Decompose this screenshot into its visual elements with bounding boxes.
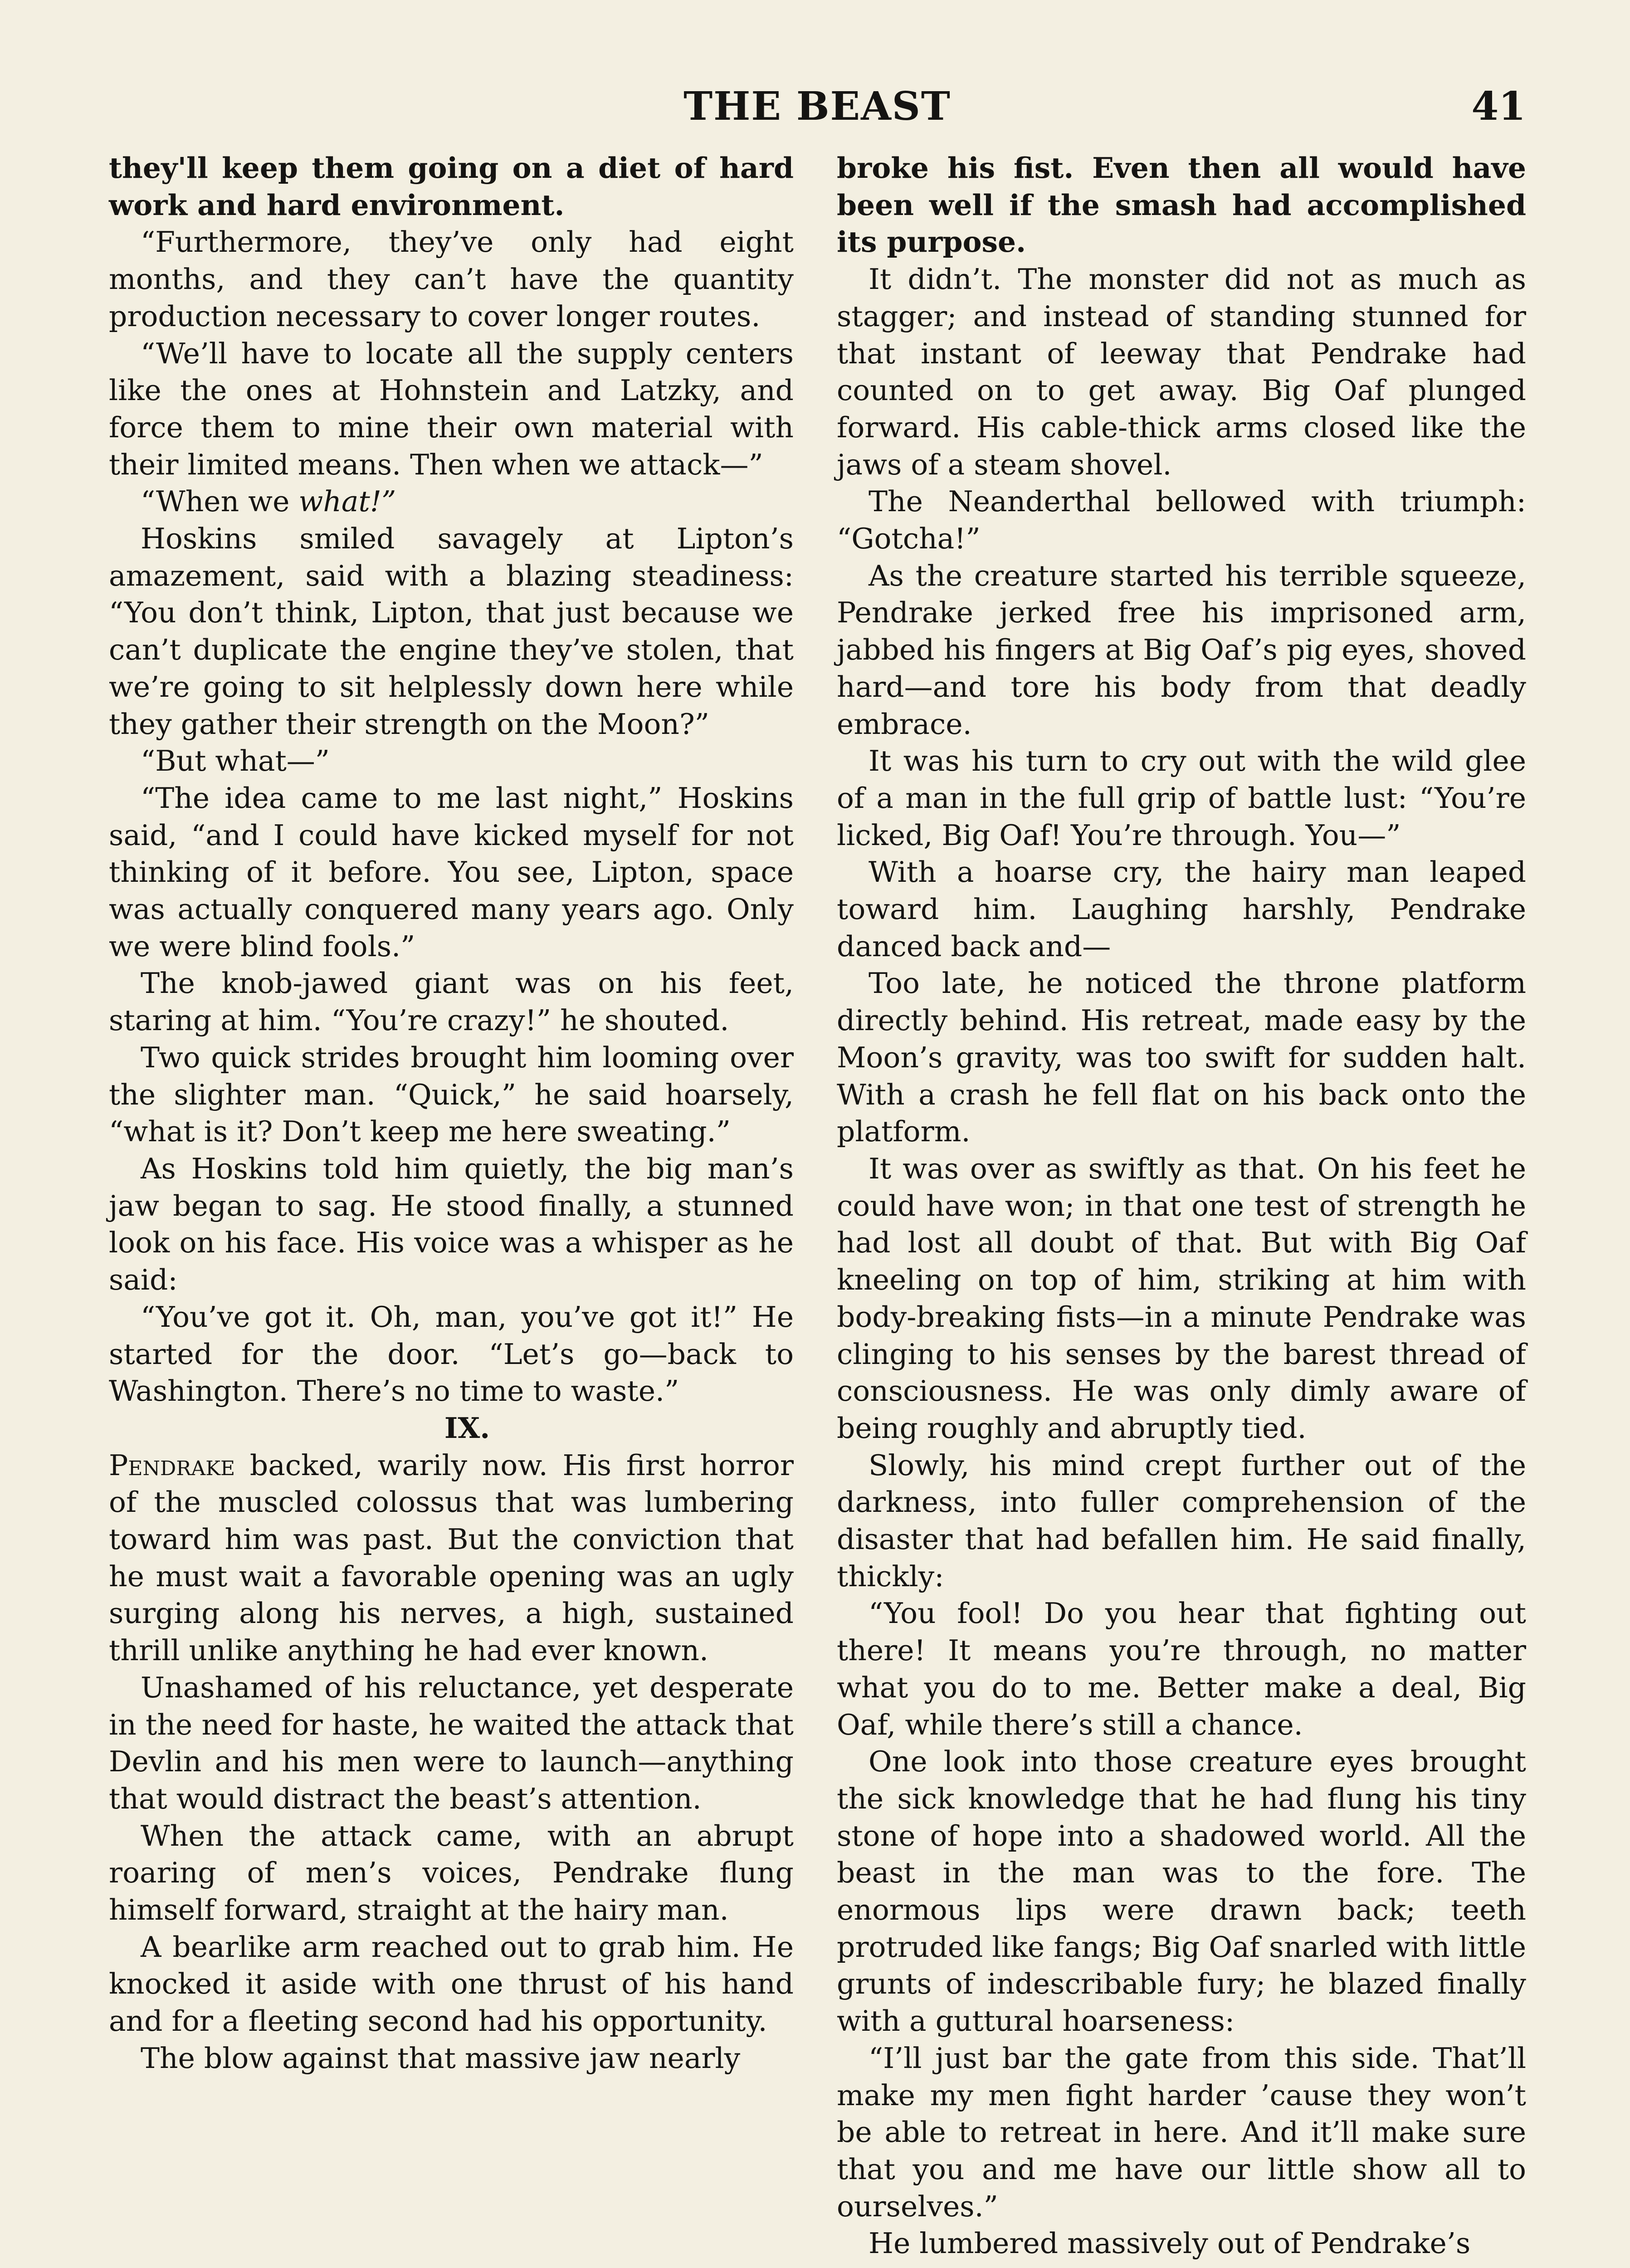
paragraph: The blow against that massive jaw nearly xyxy=(141,2041,741,2075)
paragraph: “But what—” xyxy=(141,744,330,778)
paragraph: “I’ll just bar the gate from this side. That’ll make my men fight harder ’cause they won’t be able to retreat in here. And it’ll make sure that you and me have our little show all to ourselves.” xyxy=(837,2041,1526,2223)
page-number: 41 xyxy=(1471,83,1526,129)
paragraph: The knob-jawed giant was on his feet, staring at him. “You’re crazy!” he shouted. xyxy=(109,967,794,1037)
chapter-heading: IX. xyxy=(444,1411,490,1445)
paragraph xyxy=(109,1447,794,1669)
paragraph: He lumbered massively out of Pendrake’s xyxy=(869,2227,1471,2260)
paragraph: As Hoskins told him quietly, the big man’s jaw began to sag. He stood finally, a stunned look on his face. His voice was a whisper as he said: xyxy=(109,1152,794,1297)
paragraph: they'll keep them going on a diet of hard work and hard environment. xyxy=(109,151,794,222)
paragraph: The Neanderthal bellowed with triumph: “Gotcha!” xyxy=(837,485,1526,556)
paragraph: “The idea came to me last night,” Hoskins said, “and I could have kicked myself for not thinking of it before. You see, Lipton, space was actually conquered many years ago. Only we were blind fools.” xyxy=(109,781,794,963)
paragraph: broke his fist. Even then all would have been well if the smash had accomplished its purpose. xyxy=(837,151,1526,259)
smallcaps-lead: Pendrake xyxy=(109,1448,235,1482)
paragraph-text: backed, warily now. His first horror of the muscled colossus that was lumbering toward him was past. But the conviction that he must wait a favorable opening was an ugly surging along his nerves, a high, sustained thrill unlike anything he had ever known. xyxy=(109,1448,794,1667)
paragraph: As the creature started his terrible squeeze, Pendrake jerked free his imprisoned arm, jabbed his fingers at Big Oaf’s pig eyes, shoved hard—and tore his body from that deadly embrace. xyxy=(837,559,1526,741)
paragraph: Two quick strides brought him looming over the slighter man. “Quick,” he said hoarsely, “what is it? Don’t keep me here sweating.” xyxy=(109,1041,794,1149)
paragraph: “You’ve got it. Oh, man, you’ve got it!” He started for the door. “Let’s go—back to Washington. There’s no time to waste.” xyxy=(109,1300,794,1408)
paragraph: One look into those creature eyes brought the sick knowledge that he had flung his tiny stone of hope into a shadowed world. All the beast in the man was to the fore. The enormous lips were drawn back; teeth protruded like fangs; Big Oaf snarled with little grunts of indescribable fury; he blazed finally with a guttural hoarseness: xyxy=(837,1745,1526,2038)
paragraph: It was over as swiftly as that. On his feet he could have won; in that one test of strength he had lost all doubt of that. But with Big Oaf kneeling on top of him, striking at him with body-breaking fists—in a minute Pendrake was clinging to his senses by the barest thread of consciousness. He was only dimly aware of being roughly and abruptly tied. xyxy=(837,1152,1526,1445)
paragraph: When the attack came, with an abrupt roaring of men’s voices, Pendrake flung himself forward, straight at the hairy man. xyxy=(109,1819,794,1927)
paragraph xyxy=(109,483,794,520)
paragraph: “Furthermore, they’ve only had eight months, and they can’t have the quantity production necessary to cover longer routes. xyxy=(109,225,794,333)
paragraph: With a hoarse cry, the hairy man leaped toward him. Laughing harshly, Pendrake danced back and— xyxy=(837,855,1526,963)
running-title: THE BEAST xyxy=(683,83,951,129)
paragraph: Too late, he noticed the throne platform directly behind. His retreat, made easy by the Moon’s gravity, was too swift for sudden halt. With a crash he fell flat on his back onto the platform. xyxy=(837,967,1526,1149)
left-column xyxy=(109,150,794,2077)
paragraph: Slowly, his mind crept further out of the darkness, into fuller comprehension of the disaster that had befallen him. He said finally, thickly: xyxy=(837,1448,1526,1593)
paragraph: It didn’t. The monster did not as much as stagger; and instead of standing stunned for that instant of leeway that Pendrake had counted on to get away. Big Oaf plunged forward. His cable-thick arms closed like the jaws of a steam shovel. xyxy=(837,263,1526,481)
paragraph: Unashamed of his reluctance, yet desperate in the need for haste, he waited the attack that Devlin and his men were to launch—anything that would distract the beast’s attention. xyxy=(109,1671,794,1815)
emphasized-text: what!” xyxy=(298,485,396,518)
paragraph: It was his turn to cry out with the wild glee of a man in the full grip of battle lust: “You’re licked, Big Oaf! You’re through. You—” xyxy=(837,744,1526,852)
paragraph-text: “When we xyxy=(141,485,299,518)
paragraph: “You fool! Do you hear that fighting out there! It means you’re through, no matter what you do to me. Better make a deal, Big Oaf, while there’s still a chance. xyxy=(837,1597,1526,1741)
paragraph: “We’ll have to locate all the supply centers like the ones at Hohnstein and Latzky, and force them to mine their own material with their limited means. Then when we attack—” xyxy=(109,337,794,481)
page-header xyxy=(109,82,1526,132)
paragraph: A bearlike arm reached out to grab him. He knocked it aside with one thrust of his hand and for a fleeting second had his opportunity. xyxy=(109,1930,794,2038)
right-column xyxy=(837,150,1526,2262)
paragraph: Hoskins smiled savagely at Lipton’s amazement, said with a blazing steadiness: “You don’t think, Lipton, that just because we can’t duplicate the engine they’ve stolen, that we’re going to sit helplessly down here while they gather their strength on the Moon?” xyxy=(109,522,794,741)
